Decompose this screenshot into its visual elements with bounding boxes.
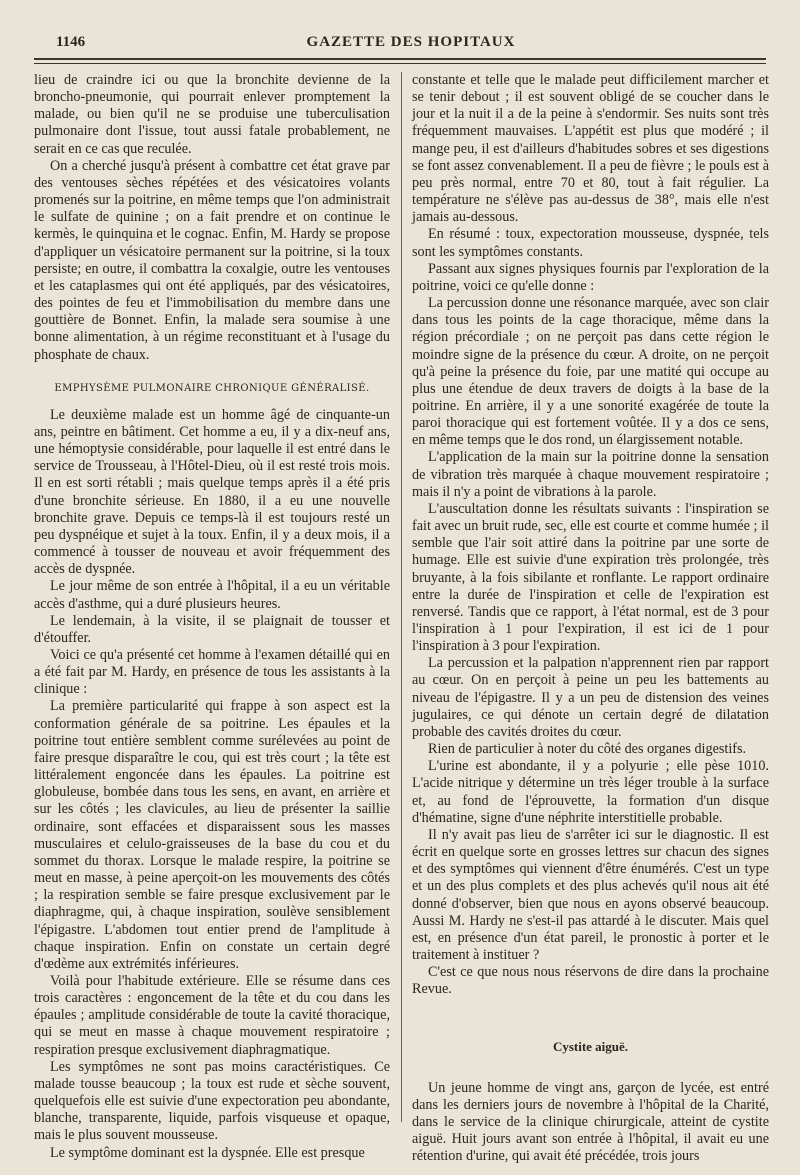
page-header bbox=[56, 34, 766, 54]
paragraph: Le deuxième malade est un homme âgé de cinquante-un ans, peintre en bâtiment. Cet homme a eu, il y a dix-neuf ans, une hémoptysie considérable, pour laquelle il est entré dans le service de Trousseau, à l'Hôtel-Dieu, où il est resté trois mois. Il en est sorti rétabli ; mais quelque temps après il a été pris d'une bronchite sérieuse. En 1880, il a eu une nouvelle bronchite grave. Depuis ce temps-là il est toujours resté un peu dyspnéique et sujet à la toux. Enfin, il y a deux mois, il a commencé à tousser de nouveau et avoir fréquemment des accès de dyspnée. bbox=[34, 406, 390, 578]
paragraph: Il n'y avait pas lieu de s'arrêter ici sur le diagnostic. Il est écrit en quelque sorte en grosses lettres sur chacun des signes et des symptômes qui viennent d'être énumérés. C'est un type et un des plus complets et des plus achevés qu'il nous ait été donné d'observer, bien que nous en ayons observé beaucoup. Aussi M. Hardy ne s'est-il pas attardé à le discuter. Mais quel est, en présence d'un état pareil, le pronostic à porter et le traitement à instituer ? bbox=[412, 826, 769, 963]
section-heading: Cystite aiguë. bbox=[552, 1039, 629, 1055]
paragraph: L'urine est abondante, il y a polyurie ; elle pèse 1010. L'acide nitrique y détermine un très léger trouble à la surface et, au fond de l'éprouvette, la formation d'un disque d'hématine, signe d'une néphrite interstitielle probable. bbox=[412, 758, 769, 826]
paragraph: Voici ce qu'a présenté cet homme à l'examen détaillé qui en a été fait par M. Hardy, en présence de tous les assistants à la clinique : bbox=[34, 647, 390, 698]
paragraph: Le jour même de son entrée à l'hôpital, il a eu un véritable accès d'asthme, qui a duré plusieurs heures. bbox=[34, 578, 390, 612]
paragraph: lieu de craindre ici ou que la bronchite devienne de la broncho-pneumonie, qui pourrait enlever promptement la malade, ou bien qu'il ne se produise une tuberculisation pulmonaire dont l'issue, tout aussi fatale probablement, ne serait en ce cas que reculée. bbox=[34, 72, 390, 157]
paragraph: L'auscultation donne les résultats suivants : l'inspiration se fait avec un bruit rude, sec, elle est courte et comme humée ; il semble que l'air soit attiré dans la poitrine par une sorte de humage. Elle est suivie d'une expiration très prolongée, très bruyante, à la fois sibilante et ronflante. Le rapport ordinaire entre la durée de l'inspiration et celle de l'expiration est renversé. Tandis que ce rapport, à l'état normal, est de 3 pour l'inspiration à 1 pour l'expiration, il est ici de 1 pour l'inspiration à 3 pour l'expiration. bbox=[412, 500, 769, 655]
column-divider bbox=[401, 72, 402, 1122]
paragraph: On a cherché jusqu'à présent à combattre cet état grave par des ventouses sèches répétées et des vésicatoires volants promenés sur la poitrine, en même temps que l'on administrait le sulfate de quinine ; on a fait prendre et on continue le kermès, le quinquina et le cognac. Enfin, M. Hardy se propose d'appliquer un vésicatoire permanent sur la poitrine, si la toux persiste; en outre, il combattra la coxalgie, outre les ventouses et les cataplasmes qui ont été appliqués, par des vésicatoires, des pointes de feu et l'immobilisation du membre dans une gouttière de Bonnet. Enfin, la malade sera soumise à une bonne alimentation, à un régime reconstituant et à l'usage du phosphate de chaux. bbox=[34, 157, 390, 363]
paragraph: Rien de particulier à noter du côté des organes digestifs. bbox=[428, 741, 747, 758]
paragraph: C'est ce que nous nous réservons de dire dans la prochaine Revue. bbox=[412, 964, 769, 998]
paragraph: Passant aux signes physiques fournis par l'exploration de la poitrine, voici ce qu'elle donne : bbox=[412, 260, 769, 294]
section-subheading: EMPHYSÈME PULMONAIRE CHRONIQUE GÉNÉRALISÉ. bbox=[54, 382, 370, 394]
header-rule-thick bbox=[34, 58, 766, 60]
paragraph: Voilà pour l'habitude extérieure. Elle se résume dans ces trois caractères : engoncement de la tête et du cou dans les épaules ; amplitude considérable de toute la cavité thoracique, qui se meut en masse à chaque mouvement respiratoire ; respiration presque exclusivement diaphragmatique. bbox=[34, 972, 390, 1058]
paragraph: La première particularité qui frappe à son aspect est la conformation générale de sa poitrine. Les épaules et la poitrine tout entière semblent comme surélevées au point de faire presque disparaître le cou, qui est très court ; la tête est littéralement engoncée dans les épaules. La poitrine est globuleuse, bombée dans tous les sens, en avant, en arrière et sur les côtés ; les clavicules, au lieu de présenter la saillie ordinaire, sont effacées et disparaissent sous les masses musculaires et celulo-graisseuses de la base du cou et du sommet du thorax. Lorsque le malade respire, la poitrine se meut en masse, à peine aperçoit-on les mouvements des côtés ; la respiration semble se faire presque exclusivement par le diaphragme, qui, à chaque inspiration, soulève sensiblement l'épigastre. L'abdomen tout entier prend de l'amplitude à chaque inspiration. Enfin on constate un certain degré d'œdème aux extrémités inférieures. bbox=[34, 698, 390, 972]
page-number: 1146 bbox=[56, 34, 86, 50]
paragraph: La percussion donne une résonance marquée, avec son clair dans tous les points de la cage thoracique, même dans la région précordiale ; on ne perçoit pas dans cette région le moindre signe de la présence du cœur. A droite, on ne perçoit qu'à peine la présence du foie, par une matité qui occupe au plus une étendue de deux travers de doigts à la base de la poitrine. En arrière, il y a une sonorité exagérée de toute la paroi thoracique qui est fortement voûtée. Il y a dos ce sens, en même temps que le dos rond, un élargissement notable. bbox=[412, 295, 769, 449]
paragraph: La percussion et la palpation n'apprennent rien par rapport au cœur. On en perçoit à peine un peu les battements au niveau de l'épigastre. Il y a un peu de distension des veines jugulaires, ce qui dénote un certain degré de dilatation probable des cavités droites du cœur. bbox=[412, 655, 769, 740]
paragraph: L'application de la main sur la poitrine donne la sensation de vibration très marquée à chaque mouvement respiratoire ; mais il n'y a point de vibrations à la parole. bbox=[412, 449, 769, 500]
paragraph: Le symptôme dominant est la dyspnée. Elle est presque bbox=[50, 1144, 365, 1161]
paragraph: Le lendemain, à la visite, il se plaignait de tousser et d'étouffer. bbox=[34, 612, 390, 646]
paragraph: constante et telle que le malade peut difficilement marcher et se tenir debout ; il est souvent obligé de se coucher dans le jour et la nuit il a de la peine à s'endormir. Ses nuits sont très fréquemment mauvaises. L'appétit est plus que modéré ; il mange peu, il est d'ailleurs d'habitudes sobres et ses digestions se font assez convenablement. Il a peu de fièvre ; le pouls est à peu près normal, entre 70 et 80, tout à fait régulier. La température ne s'élève pas au-dessus de 38°, mais elle n'est jamais au-dessous. bbox=[412, 72, 769, 226]
header-rule-thin bbox=[34, 63, 766, 64]
left-column bbox=[34, 72, 390, 1162]
paragraph: Les symptômes ne sont pas moins caractéristiques. Ce malade tousse beaucoup ; la toux est rude et sèche souvent, quelquefois elle est suivie d'une expectoration peu abondante, blanche, transparente, liquide, parfois visqueuse et opaque, mais le plus souvent mousseuse. bbox=[34, 1058, 390, 1144]
right-column bbox=[412, 72, 769, 1165]
paragraph: Un jeune homme de vingt ans, garçon de lycée, est entré dans les derniers jours de novembre à l'hôpital de la Charité, dans le service de la clinique chirurgicale, atteint de cystite aiguë. Huit jours avant son entrée à l'hôpital, il avait eu une rétention d'urine, qui avait été précédée, trois jours bbox=[412, 1079, 769, 1165]
paragraph: En résumé : toux, expectoration mousseuse, dyspnée, tels sont les symptômes constants. bbox=[412, 226, 769, 260]
publication-title: GAZETTE DES HOPITAUX bbox=[306, 34, 516, 50]
